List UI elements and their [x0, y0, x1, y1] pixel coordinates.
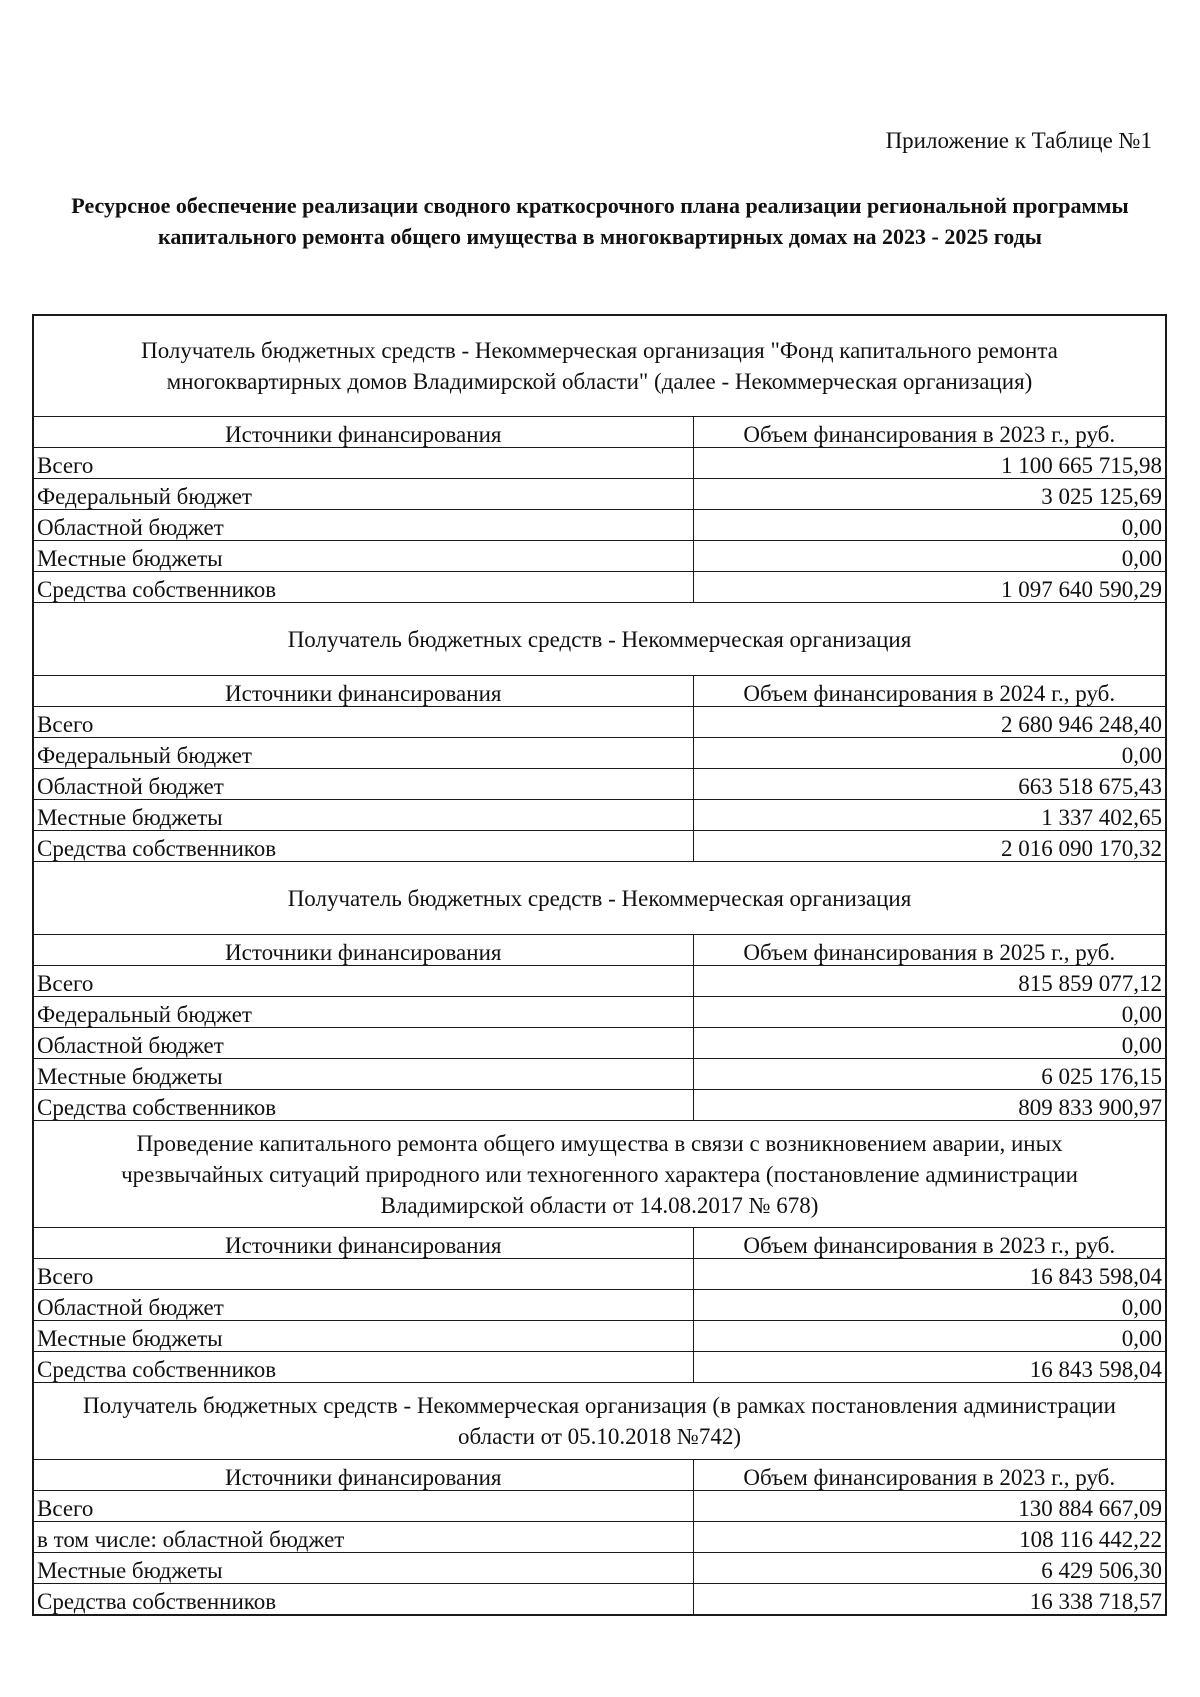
row-value: 0,00: [693, 1321, 1166, 1352]
row-value: 130 884 667,09: [693, 1491, 1166, 1522]
table-row: [33, 707, 1166, 738]
row-label: Местные бюджеты: [33, 1321, 693, 1352]
column-header-amount: Объем финансирования в 2024 г., руб.: [693, 676, 1166, 707]
table-row: [33, 479, 1166, 510]
column-header-amount: Объем финансирования в 2025 г., руб.: [693, 935, 1166, 966]
row-label: Средства собственников: [33, 1584, 693, 1616]
table-row: [33, 769, 1166, 800]
section-heading: Получатель бюджетных средств - Некоммерческая организация "Фонд капитального ремонта многоквартирных домов Владимирской области" (далее - Некоммерческая организация): [33, 315, 1166, 417]
row-label: Средства собственников: [33, 1352, 693, 1383]
row-label: Областной бюджет: [33, 1028, 693, 1059]
row-label: Областной бюджет: [33, 769, 693, 800]
row-value: 663 518 675,43: [693, 769, 1166, 800]
row-value: 809 833 900,97: [693, 1090, 1166, 1121]
row-label: Всего: [33, 1259, 693, 1290]
row-value: 0,00: [693, 1028, 1166, 1059]
row-value: 108 116 442,22: [693, 1522, 1166, 1553]
row-label: Областной бюджет: [33, 510, 693, 541]
column-header-row: [33, 676, 1166, 707]
row-value: 0,00: [693, 510, 1166, 541]
section-heading-row: [33, 862, 1166, 935]
table-row: [33, 1090, 1166, 1121]
document-title: Ресурсное обеспечение реализации сводного краткосрочного плана реализации региональной программы капитального ремонта общего имущества в многоквартирных домах на 2023 - 2025 годы: [71, 193, 1129, 249]
row-label: Местные бюджеты: [33, 1059, 693, 1090]
table-row: [33, 1584, 1166, 1616]
table-row: [33, 966, 1166, 997]
table-row: [33, 1259, 1166, 1290]
row-label: Средства собственников: [33, 831, 693, 862]
row-value: 1 100 665 715,98: [693, 448, 1166, 479]
row-value: 16 843 598,04: [693, 1259, 1166, 1290]
row-value: 0,00: [693, 541, 1166, 572]
section-heading-row: [33, 1383, 1166, 1460]
row-value: 1 337 402,65: [693, 800, 1166, 831]
row-label: Всего: [33, 966, 693, 997]
row-label: в том числе: областной бюджет: [33, 1522, 693, 1553]
row-value: 6 429 506,30: [693, 1553, 1166, 1584]
column-header-row: [33, 1228, 1166, 1259]
table-row: [33, 1522, 1166, 1553]
row-value: 16 338 718,57: [693, 1584, 1166, 1616]
table-row: [33, 1290, 1166, 1321]
table-row: [33, 800, 1166, 831]
row-value: 16 843 598,04: [693, 1352, 1166, 1383]
table-row: [33, 1491, 1166, 1522]
column-header-amount: Объем финансирования в 2023 г., руб.: [693, 1460, 1166, 1491]
row-value: 2 680 946 248,40: [693, 707, 1166, 738]
section-heading-row: [33, 1121, 1166, 1228]
section-heading: Получатель бюджетных средств - Некоммерческая организация: [33, 862, 1166, 935]
row-label: Областной бюджет: [33, 1290, 693, 1321]
table-row: [33, 572, 1166, 603]
row-label: Всего: [33, 448, 693, 479]
row-value: 815 859 077,12: [693, 966, 1166, 997]
table-row: [33, 1321, 1166, 1352]
table-row: [33, 1028, 1166, 1059]
row-value: 2 016 090 170,32: [693, 831, 1166, 862]
column-header-source: Источники финансирования: [33, 1460, 693, 1491]
table-row: [33, 1553, 1166, 1584]
column-header-source: Источники финансирования: [33, 935, 693, 966]
table-row: [33, 448, 1166, 479]
row-label: Средства собственников: [33, 1090, 693, 1121]
column-header-amount: Объем финансирования в 2023 г., руб.: [693, 1228, 1166, 1259]
table-row: [33, 1352, 1166, 1383]
section-heading-row: [33, 315, 1166, 417]
funding-table: [32, 314, 1167, 1616]
table-row: [33, 738, 1166, 769]
table-row: [33, 510, 1166, 541]
row-label: Местные бюджеты: [33, 1553, 693, 1584]
table-row: [33, 997, 1166, 1028]
column-header-source: Источники финансирования: [33, 1228, 693, 1259]
row-label: Местные бюджеты: [33, 800, 693, 831]
table-row: [33, 1059, 1166, 1090]
row-label: Федеральный бюджет: [33, 997, 693, 1028]
column-header-row: [33, 1460, 1166, 1491]
section-heading-row: [33, 603, 1166, 676]
row-label: Средства собственников: [33, 572, 693, 603]
column-header-row: [33, 935, 1166, 966]
section-heading: Получатель бюджетных средств - Некоммерческая организация (в рамках постановления администрации области от 05.10.2018 №742): [33, 1383, 1166, 1460]
row-label: Федеральный бюджет: [33, 479, 693, 510]
row-value: 0,00: [693, 738, 1166, 769]
section-heading: Получатель бюджетных средств - Некоммерческая организация: [33, 603, 1166, 676]
row-value: 6 025 176,15: [693, 1059, 1166, 1090]
row-value: 0,00: [693, 997, 1166, 1028]
row-label: Всего: [33, 707, 693, 738]
appendix-label: Приложение к Таблице №1: [885, 128, 1152, 153]
table-row: [33, 541, 1166, 572]
row-label: Всего: [33, 1491, 693, 1522]
row-value: 0,00: [693, 1290, 1166, 1321]
row-value: 1 097 640 590,29: [693, 572, 1166, 603]
row-value: 3 025 125,69: [693, 479, 1166, 510]
row-label: Местные бюджеты: [33, 541, 693, 572]
row-label: Федеральный бюджет: [33, 738, 693, 769]
section-heading: Проведение капитального ремонта общего имущества в связи с возникновением аварии, иных чрезвычайных ситуаций природного или техногенного характера (постановление администрации Владимирской области от 14.08.2017 № 678): [33, 1121, 1166, 1228]
table-row: [33, 831, 1166, 862]
column-header-source: Источники финансирования: [33, 417, 693, 448]
column-header-source: Источники финансирования: [33, 676, 693, 707]
column-header-amount: Объем финансирования в 2023 г., руб.: [693, 417, 1166, 448]
column-header-row: [33, 417, 1166, 448]
